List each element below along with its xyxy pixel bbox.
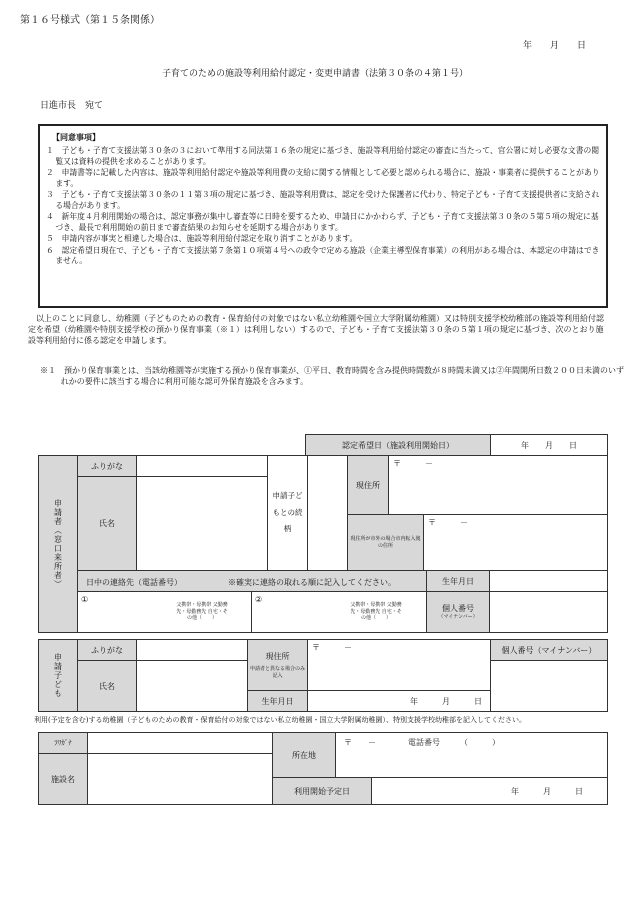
- birth-date-label: 生年月日: [426, 570, 490, 592]
- facility-furigana-field[interactable]: [87, 732, 273, 754]
- child-furigana-label: ふりがな: [77, 639, 137, 661]
- child-birth-date-label: 生年月日: [247, 690, 308, 712]
- contact-2-marker: ②: [255, 595, 263, 604]
- outside-city-label: 現住所が市外の場合市内転入後の住所: [347, 514, 424, 571]
- child-personal-number-field[interactable]: [490, 660, 608, 712]
- addressee: 日進市長 宛て: [40, 101, 104, 111]
- consent-item: ３ 子ども・子育て支援法第３０条の１１第３項の規定に基づき、施設等利用費は、認定を受けた保護者に代わり、特定子ども・子育て支援提供者に支給される場合があります。: [46, 190, 600, 210]
- consent-item: １ 子ども・子育て支援法第３０条の３において準用する同法第１６条の規定に基づき、施設等利用給付認定の審査に当たって、官公署に対し必要な文書の閲覧又は資料の提供を求めることがあります。: [46, 146, 600, 166]
- consent-item: ２ 申請書等に記載した内容は、施設等利用給付認定や施設等利用費の支給に関する情報として必要と認められる場合に、施設・事業者に提供することがあります。: [46, 168, 600, 188]
- facility-name-label: 施設名: [38, 753, 88, 805]
- address-label: 現住所: [347, 455, 389, 515]
- contact-1-field[interactable]: [77, 591, 252, 633]
- daytime-contact-row: [77, 570, 427, 592]
- applicant-name-label: 氏名: [77, 476, 137, 571]
- consent-box: [38, 124, 608, 308]
- facility-location-label: 所在地: [272, 732, 336, 778]
- applicant-furigana-field[interactable]: [136, 455, 268, 477]
- birth-date-field[interactable]: [489, 570, 608, 592]
- personal-number-label: 個人番号 （マイナンバー）: [426, 591, 490, 633]
- facility-start-date-field[interactable]: 年 月 日: [371, 777, 608, 805]
- child-address-field[interactable]: 〒 －: [307, 639, 491, 691]
- facility-postal-phone: 〒 － 電話番号 （ ）: [344, 738, 500, 747]
- child-furigana-field[interactable]: [136, 639, 248, 661]
- contact-2-options: 父携帯・母携帯 父勤務先・母勤務先 自宅・その他（ ）: [350, 602, 402, 621]
- daytime-contact-label: 日中の連絡先（電話番号）: [86, 578, 182, 587]
- child-birth-date-field[interactable]: 年 月 日: [307, 690, 491, 712]
- consent-list: [46, 146, 601, 267]
- header-date: 年 月 日: [523, 41, 587, 51]
- facility-location-field[interactable]: [335, 732, 608, 778]
- child-name-field[interactable]: [136, 660, 248, 712]
- applicant-furigana-label: ふりがな: [77, 455, 137, 477]
- address-field[interactable]: 〒 －: [388, 455, 608, 515]
- contact-2-field[interactable]: [251, 591, 427, 633]
- personal-number-field[interactable]: [489, 591, 608, 633]
- consent-item: ６ 認定希望日現在で、子ども・子育て支援法第７条第１０項第４号への政令で定める施設（企業主導型保育事業）の利用がある場合は、本認定の申請はできません。: [46, 245, 600, 266]
- desired-date-label: 認定希望日（施設利用開始日）: [305, 434, 491, 456]
- desired-date-field[interactable]: 年 月 日: [490, 434, 608, 456]
- child-personal-number-label: 個人番号（マイナンバー）: [490, 639, 608, 661]
- page-title: 子育てのための施設等利用給付認定・変更申請書（法第３０条の４第１号）: [161, 69, 468, 79]
- child-address-label: 現住所 申請者と異なる場合のみ記入: [247, 639, 308, 691]
- facility-instruction: 利用(予定を含む)する幼稚園（子どものための教育・保育給付の対象ではない私立幼稚園・国立大学附属幼稚園）、特別支援学校幼稚部を記入してください。: [34, 716, 526, 724]
- form-number: 第１６号様式（第１５条関係）: [20, 15, 160, 26]
- relation-field[interactable]: [307, 455, 348, 571]
- consent-heading: 【同意事項】: [52, 132, 100, 142]
- consent-item: ４ 新年度４月利用開始の場合は、認定事務が集中し審査等に日時を要するため、申請日にかかわらず、子ども・子育て支援法第３０条の５第５項の規定に基づき、最長で利用開始の前日まで審査結果のお知らせを延期する場合があります。: [46, 212, 599, 232]
- facility-furigana-label: ﾌﾘｶﾞﾅ: [38, 732, 88, 754]
- applicant-side-label: 申請者（窓口来所者）: [38, 455, 78, 633]
- facility-name-field[interactable]: [87, 753, 273, 805]
- applicant-name-field[interactable]: [136, 476, 268, 571]
- consent-item: ５ 申請内容が事実と相違した場合は、施設等利用給付認定を取り消すことがあります。: [46, 234, 358, 244]
- note: ※１ 預かり保育事業とは、当該幼稚園等が実施する預かり保育事業が、①平日、教育時間を含み提供時間数が８時間未満又は②年間開所日数２００日未満のいずれかの要件に該当する場合に利用可能な認可外保育施設を含みます。: [40, 366, 624, 386]
- contact-note: ※確実に連絡の取れる順に記入してください。: [228, 578, 396, 587]
- child-side-label: 申請子ども: [38, 639, 78, 712]
- facility-start-date-label: 利用開始予定日: [272, 777, 372, 805]
- contact-1-options: 父携帯・母携帯 父勤務先・母勤務先 自宅・その他（ ）: [176, 602, 228, 621]
- child-name-label: 氏名: [77, 660, 137, 712]
- contact-1-marker: ①: [81, 595, 89, 604]
- statement: 以上のことに同意し、幼稚園（子どものための教育・保育給付の対象ではない私立幼稚園や国立大学附属幼稚園）又は特別支援学校幼稚部の施設等利用給付認定を希望（幼稚園や特別支援学校の預かり保育事業（※１）は利用しない）するので、子ども・子育て支援法第３０条の５第１項の規定に基づき、次のとおり施設等利用給付に係る認定を申請します。: [28, 314, 604, 345]
- relation-label: 申請子どもとの続柄: [267, 455, 308, 571]
- outside-city-field[interactable]: 〒 －: [423, 514, 608, 571]
